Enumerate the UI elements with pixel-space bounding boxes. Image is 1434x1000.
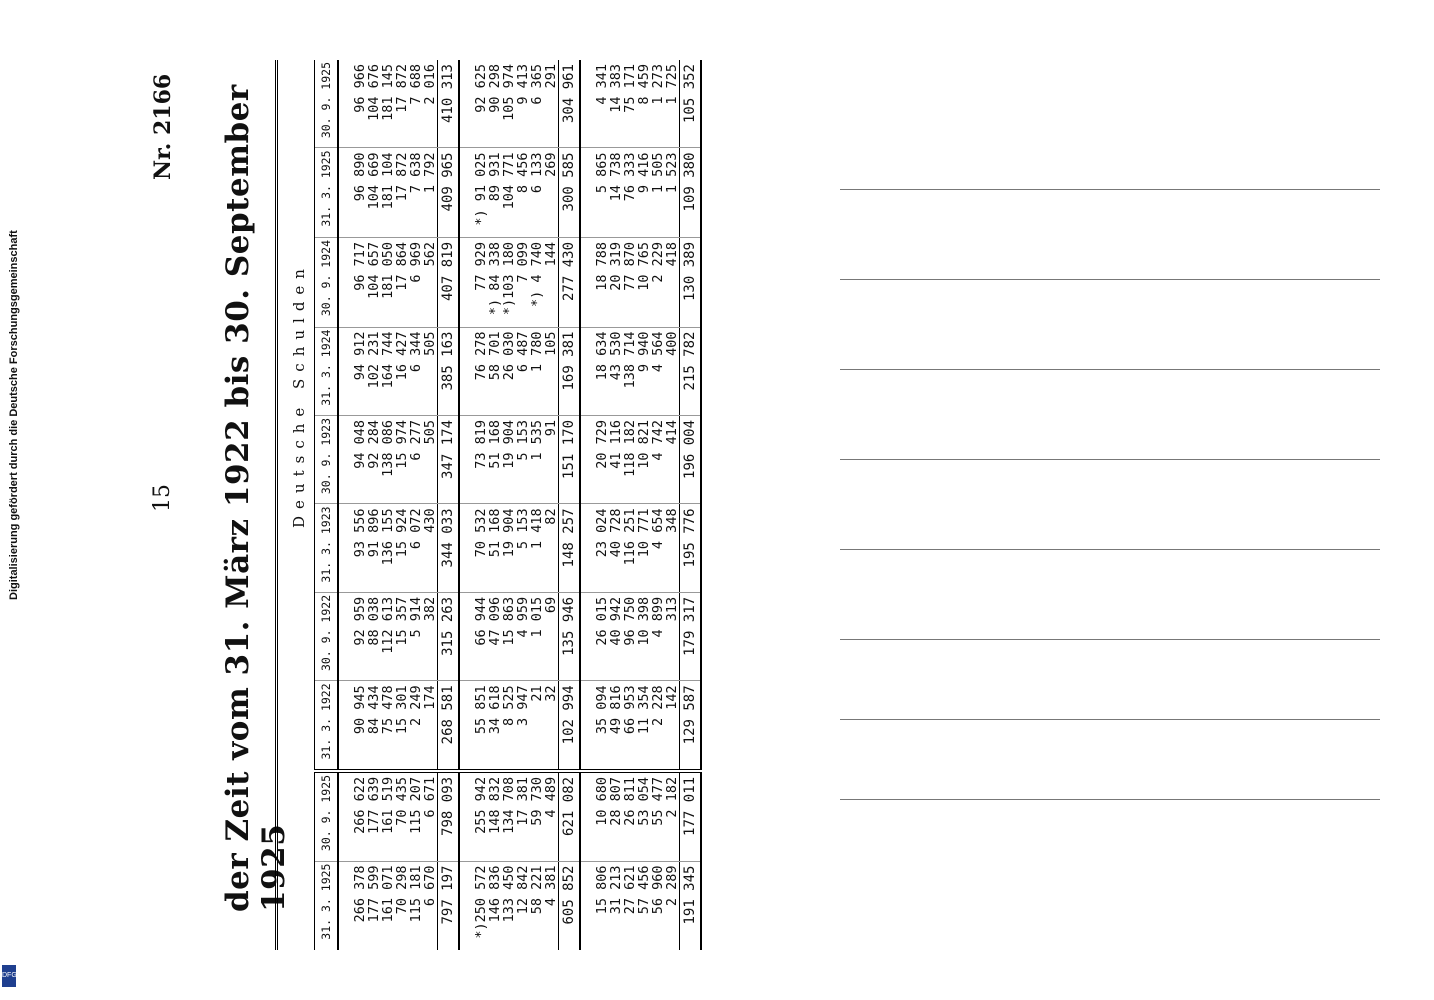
table-cell: 41 116	[609, 415, 623, 503]
table-cell: 797 197	[438, 861, 460, 950]
table-cell: 6 969	[409, 237, 423, 327]
column-header: 30. 9. 1922	[315, 592, 339, 680]
table-cell: 15 863	[502, 592, 516, 680]
table-row	[338, 60, 367, 950]
table-cell: 8 459	[637, 60, 651, 148]
table-cell: 621 082	[559, 771, 581, 861]
column-rule	[840, 549, 1380, 550]
page-title: der Zeit vom 31. März 1922 bis 30. September 1925	[220, 84, 292, 912]
table-cell: 15 357	[395, 592, 409, 680]
table-cell: 562	[423, 237, 438, 327]
table-cell: 313	[665, 592, 680, 680]
table-cell: 4 959	[516, 592, 530, 680]
table-cell: 5 153	[516, 415, 530, 503]
empty-rule-area	[840, 50, 1400, 950]
table-cell: 9 416	[637, 148, 651, 238]
table-cell: 7 099	[516, 237, 530, 327]
table-cell: 116 251	[623, 504, 637, 592]
table-cell: 215 782	[680, 327, 702, 415]
table-cell: 344 033	[438, 504, 460, 592]
rotated-content	[150, 50, 1400, 950]
table-cell: 28 807	[609, 771, 623, 861]
table-cell: 2 182	[665, 771, 680, 861]
table-cell: 89 931	[488, 148, 502, 238]
table-cell: 96 890	[338, 148, 367, 238]
table-cell: 59 730	[530, 771, 544, 861]
table-cell: 4 899	[651, 592, 665, 680]
table-cell: 277 430	[559, 237, 581, 327]
table-cell: 93 556	[338, 504, 367, 592]
table-cell: 94 912	[338, 327, 367, 415]
table-cell: 146 836	[487, 865, 503, 923]
table-cell: 6 487	[516, 327, 530, 415]
table-cell: 15 924	[395, 504, 409, 592]
table-cell: 14 738	[609, 148, 623, 238]
table-cell: 177 599	[366, 865, 382, 923]
table-cell: 179 317	[680, 592, 702, 680]
dfg-logo: DFG	[2, 965, 16, 987]
table-cell: 70 298	[394, 865, 410, 915]
table-row	[423, 60, 438, 950]
table-cell: 115 207	[409, 771, 423, 861]
table-cell: 70 435	[395, 771, 409, 861]
table-cell: 104 676	[367, 60, 381, 148]
table-cell: 181 050	[381, 237, 395, 327]
table-cell: 57 456	[636, 865, 652, 915]
table-cell: 31 213	[608, 865, 624, 915]
table-cell: 1 015	[530, 592, 544, 680]
table-cell: 55 851	[459, 681, 488, 771]
table-cell: 2 016	[423, 60, 438, 148]
column-rule	[840, 189, 1380, 190]
table-cell: 58 221	[529, 865, 545, 915]
table-cell: *) 91 025	[459, 148, 488, 238]
table-cell: 11 354	[637, 681, 651, 771]
table-cell: 70 532	[459, 504, 488, 592]
table-cell: 130 389	[680, 237, 702, 327]
table-cell: 102 231	[367, 327, 381, 415]
table-row	[544, 60, 559, 950]
table-cell: 20 729	[580, 415, 609, 503]
table-cell: 51 168	[488, 415, 502, 503]
table-cell: 798 093	[438, 771, 460, 861]
table-cell: 196 004	[680, 415, 702, 503]
table-cell: 19 904	[502, 504, 516, 592]
column-rule	[840, 369, 1380, 370]
table-cell: 300 585	[559, 148, 581, 238]
table-cell: 76 333	[623, 148, 637, 238]
debt-table	[275, 60, 702, 950]
column-header: 31. 3. 1922	[315, 681, 339, 771]
table-row	[459, 60, 488, 950]
column-header: 31. 3. 1924	[315, 327, 339, 415]
table-cell: 76 278	[459, 327, 488, 415]
table-cell: 9 413	[516, 60, 530, 148]
table-cell: 104 771	[502, 148, 516, 238]
table-cell: 105 974	[502, 60, 516, 148]
table-cell: 82	[544, 504, 559, 592]
table-cell: 105 352	[680, 60, 702, 148]
table-cell: 40 942	[609, 592, 623, 680]
table-cell: 17 872	[395, 148, 409, 238]
table-cell: 27 621	[622, 865, 638, 915]
table-cell: 177 011	[680, 771, 702, 861]
table-cell: 138 714	[623, 327, 637, 415]
table-cell: 10 680	[580, 771, 609, 861]
table-cell: 92 284	[367, 415, 381, 503]
table-cell: 6 277	[409, 415, 423, 503]
table-cell: *) 4 740	[530, 237, 544, 327]
table-cell: 105	[544, 327, 559, 415]
table-row	[409, 60, 423, 950]
table-cell: 10 771	[637, 504, 651, 592]
table-cell: 2 228	[651, 681, 665, 771]
table-cell: 161 071	[380, 865, 396, 923]
table-cell: 410 313	[438, 60, 460, 148]
table-row	[609, 60, 623, 950]
table-cell: 268 581	[438, 681, 460, 771]
table-cell: 18 634	[580, 327, 609, 415]
table-cell: 20 319	[609, 237, 623, 327]
table-cell: 304 961	[559, 60, 581, 148]
table-row	[651, 60, 665, 950]
table-cell: 505	[423, 327, 438, 415]
table-cell: 18 788	[580, 237, 609, 327]
table-cell: 6 072	[409, 504, 423, 592]
table-cell: 102 994	[559, 681, 581, 771]
table-cell: 407 819	[438, 237, 460, 327]
table-cell: 1 418	[530, 504, 544, 592]
table-cell: 255 942	[459, 771, 488, 861]
table-cell: 8 525	[502, 681, 516, 771]
table-row	[502, 60, 516, 950]
table-cell: 174	[423, 681, 438, 771]
table-cell: 9 940	[637, 327, 651, 415]
table-cell: 17 872	[395, 60, 409, 148]
table-cell: 90 298	[488, 60, 502, 148]
table-row	[665, 60, 680, 950]
table-row	[637, 60, 651, 950]
table-cell: 75 478	[381, 681, 395, 771]
table-cell: 3 947	[516, 681, 530, 771]
table-cell: 104 669	[367, 148, 381, 238]
table-cell: 400	[665, 327, 680, 415]
table-cell: 115 181	[408, 865, 424, 923]
table-subtitle: Deutsche Schulden	[290, 262, 308, 528]
table-cell: 269	[544, 148, 559, 238]
table-cell: 94 048	[338, 415, 367, 503]
table-row	[623, 60, 637, 950]
table-row	[381, 60, 395, 950]
table-row	[395, 60, 409, 950]
table-cell: 138 086	[381, 415, 395, 503]
table-cell: 75 171	[623, 60, 637, 148]
table-cell: 4 341	[580, 60, 609, 148]
table-cell: 73 819	[459, 415, 488, 503]
table-cell: 47 096	[488, 592, 502, 680]
page-number: 15	[150, 484, 175, 512]
table-cell: 6 133	[530, 148, 544, 238]
table-cell: 266 378	[352, 865, 368, 923]
table-cell: 148 832	[488, 771, 502, 861]
column-header: 30. 9. 1923	[315, 415, 339, 503]
table-cell: 15 974	[395, 415, 409, 503]
table-cell: 1 273	[651, 60, 665, 148]
table-cell: 161 519	[381, 771, 395, 861]
table-cell: 104 657	[367, 237, 381, 327]
table-cell: 96 717	[338, 237, 367, 327]
table-cell: 315 263	[438, 592, 460, 680]
table-cell: 6 365	[530, 60, 544, 148]
table-cell: 53 054	[637, 771, 651, 861]
table-cell: 177 639	[367, 771, 381, 861]
table-cell: 181 145	[381, 60, 395, 148]
table-cell: 5 865	[580, 148, 609, 238]
table-cell: 2 249	[409, 681, 423, 771]
table-row	[530, 60, 544, 950]
table-cell: 4 564	[651, 327, 665, 415]
table-cell: 112 613	[381, 592, 395, 680]
table-cell: 109 380	[680, 148, 702, 238]
table-cell: 96 966	[338, 60, 367, 148]
table-cell: 35 094	[580, 681, 609, 771]
table-cell: 49 816	[609, 681, 623, 771]
table-cell: 40 728	[609, 504, 623, 592]
table-cell: 10 765	[637, 237, 651, 327]
table-cell: 69	[544, 592, 559, 680]
table-cell: 5 914	[409, 592, 423, 680]
table-cell: 8 456	[516, 148, 530, 238]
table-cell: 7 638	[409, 148, 423, 238]
table-cell: 91 896	[367, 504, 381, 592]
column-header: 30. 9. 1925	[315, 771, 339, 861]
table-cell: 17 381	[516, 771, 530, 861]
table-cell: 348	[665, 504, 680, 592]
table-cell: *) 84 338	[488, 237, 502, 327]
table-cell: 4 381	[543, 865, 559, 907]
table-cell: 4 654	[651, 504, 665, 592]
table-cell: 409 965	[438, 148, 460, 238]
table-cell: 181 104	[381, 148, 395, 238]
table-cell: 4 742	[651, 415, 665, 503]
table-cell: 266 622	[338, 771, 367, 861]
table-cell: 385 163	[438, 327, 460, 415]
column-header: 30. 9. 1925	[315, 60, 339, 148]
table-cell: 1 535	[530, 415, 544, 503]
table-row	[367, 60, 381, 950]
table-cell: *)250 572	[473, 865, 489, 939]
table-cell: 382	[423, 592, 438, 680]
table-cell: 414	[665, 415, 680, 503]
table-row	[488, 60, 502, 950]
table-cell: 77 929	[459, 237, 488, 327]
table-row	[516, 60, 530, 950]
column-rule	[840, 719, 1380, 720]
table-cell: 142	[665, 681, 680, 771]
column-rule	[840, 279, 1380, 280]
table-cell: 1 792	[423, 148, 438, 238]
table-cell: 92 625	[459, 60, 488, 148]
table-cell: 5 153	[516, 504, 530, 592]
table-cell: 136 155	[381, 504, 395, 592]
sum-row	[438, 60, 460, 950]
table-cell: 77 870	[623, 237, 637, 327]
table-cell: 191 345	[680, 861, 702, 950]
column-rule	[840, 459, 1380, 460]
column-rule	[840, 799, 1380, 800]
table-cell: 1 725	[665, 60, 680, 148]
table-cell: 10 398	[637, 592, 651, 680]
table-cell: 92 959	[338, 592, 367, 680]
table-cell: 430	[423, 504, 438, 592]
table-cell: 4 489	[544, 771, 559, 861]
table-cell: 66 944	[459, 592, 488, 680]
table-cell: 51 168	[488, 504, 502, 592]
table-cell: 347 174	[438, 415, 460, 503]
table-cell: 32	[544, 681, 559, 771]
table-cell: 23 024	[580, 504, 609, 592]
table-cell: 605 852	[559, 861, 581, 950]
table-cell: 14 383	[609, 60, 623, 148]
table-cell: 19 904	[502, 415, 516, 503]
table-cell: 96 750	[623, 592, 637, 680]
table-cell: 505	[423, 415, 438, 503]
column-rule	[840, 639, 1380, 640]
table-cell: 10 821	[637, 415, 651, 503]
table-cell: 84 434	[367, 681, 381, 771]
table-cell: 1 523	[665, 148, 680, 238]
table-cell: 58 701	[488, 327, 502, 415]
table-cell: 148 257	[559, 504, 581, 592]
sum-row	[559, 60, 581, 950]
table-cell: 169 381	[559, 327, 581, 415]
table-cell: 151 170	[559, 415, 581, 503]
table-cell: 6 671	[423, 771, 438, 861]
table-cell: 26 030	[502, 327, 516, 415]
table-cell: 43 530	[609, 327, 623, 415]
table-cell: 195 776	[680, 504, 702, 592]
table-cell: 56 960	[650, 865, 666, 915]
table-cell: 129 587	[680, 681, 702, 771]
table-cell: 118 182	[623, 415, 637, 503]
table-cell: 88 038	[367, 592, 381, 680]
table-cell: 21	[530, 681, 544, 771]
table-cell: 55 477	[651, 771, 665, 861]
column-header: 31. 3. 1925	[315, 148, 339, 238]
table-cell: 1 780	[530, 327, 544, 415]
table-row	[580, 60, 609, 950]
table-cell: 90 945	[338, 681, 367, 771]
table-cell: 134 708	[502, 771, 516, 861]
column-header: 30. 9. 1924	[315, 237, 339, 327]
table-cell: 418	[665, 237, 680, 327]
table-cell: 15 301	[395, 681, 409, 771]
table-cell: 2 229	[651, 237, 665, 327]
table-cell: 7 688	[409, 60, 423, 148]
table-cell: 26 811	[623, 771, 637, 861]
table-cell: 6 344	[409, 327, 423, 415]
issue-number: Nr. 2166	[150, 73, 176, 180]
table-cell: 135 946	[559, 592, 581, 680]
table-cell: 15 806	[594, 865, 610, 915]
table-cell: 144	[544, 237, 559, 327]
table-cell: 6 670	[422, 865, 438, 907]
footer-note: Digitalisierung gefördert durch die Deutsche Forschungsgemeinschaft	[8, 230, 20, 600]
table-cell: 2 289	[664, 865, 680, 907]
table-cell: 1 505	[651, 148, 665, 238]
table-cell: 12 842	[515, 865, 531, 915]
table-cell: 164 744	[381, 327, 395, 415]
table-cell: 34 618	[488, 681, 502, 771]
table-cell: 16 427	[395, 327, 409, 415]
table-cell: 133 450	[501, 865, 517, 923]
table-cell: 17 864	[395, 237, 409, 327]
table-cell: 26 015	[580, 592, 609, 680]
table-cell: 291	[544, 60, 559, 148]
sum-row	[680, 60, 702, 950]
table-cell: 91	[544, 415, 559, 503]
column-header: 31. 3. 1925	[315, 861, 339, 950]
table-cell: 66 953	[623, 681, 637, 771]
table-cell: *)103 180	[502, 237, 516, 327]
column-header: 31. 3. 1923	[315, 504, 339, 592]
